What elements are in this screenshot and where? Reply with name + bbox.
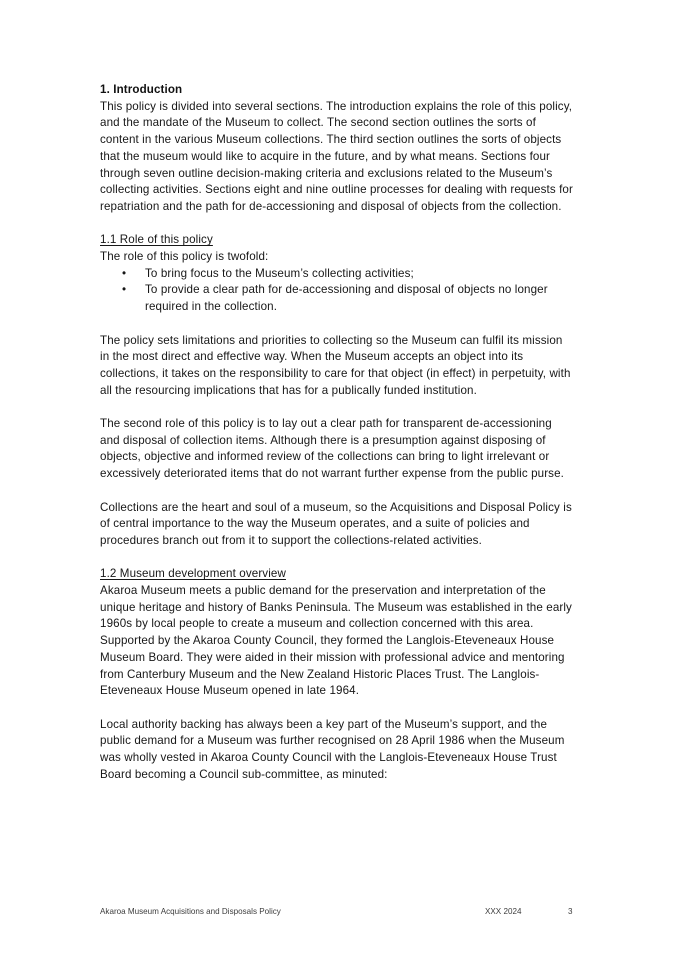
paragraph-spacer	[100, 700, 574, 717]
list-item	[100, 282, 574, 315]
paragraph-spacer	[100, 399, 574, 416]
subheading-role-of-this-policy-wrap	[100, 232, 574, 249]
paragraph-spacer	[100, 216, 574, 233]
footer-document-title: Akaroa Museum Acquisitions and Disposals Policy	[100, 907, 281, 916]
bullet-point-icon: •	[122, 283, 127, 297]
page-body	[100, 82, 574, 783]
subheading-museum-development-overview: 1.2 Museum development overview	[100, 567, 286, 581]
list-item-label: To bring focus to the Museum’s collecting activities;	[145, 266, 414, 280]
paragraph-local-authority-backing: Local authority backing has always been a key part of the Museum’s support, and the public demand for a Museum was further recognised on 28 April 1986 when the Museum was wholly vested in Akaroa County Council with the Langlois-Eteveneaux House Trust Board becoming a Council sub-committee, as minuted:	[100, 717, 565, 781]
paragraph-role-lead-in: The role of this policy is twofold:	[100, 250, 269, 264]
role-of-policy-bullet-list	[100, 266, 574, 316]
paragraph-introduction-overview: This policy is divided into several sections. The introduction explains the role of this policy, and the mandate of the Museum to collect. The second section outlines the sorts of content in the various Museum collections. The third section outlines the sorts of objects that the museum would like to acquire in the future, and by what means. Sections four through seven outline decision-making criteria and exclusions related to the Museum’s collecting activities. Sections eight and nine outline processes for dealing with requests for repatriation and the path for de-accessioning and disposal of objects from the collection.	[100, 99, 573, 213]
paragraph-spacer	[100, 550, 574, 567]
paragraph-policy-limitations: The policy sets limitations and priorities to collecting so the Museum can fulfil its mission in the most direct and effective way. When the Museum accepts an object into its collections, it takes on the responsibility to care for that object (in effect) in perpetuity, with all the resourcing implications that has for a publically funded institution.	[100, 333, 571, 397]
paragraph-spacer	[100, 483, 574, 500]
paragraph-museum-history: Akaroa Museum meets a public demand for the preservation and interpretation of the unique heritage and history of Banks Peninsula. The Museum was established in the early 1960s by local people to create a museum and collection concerned with this area. Supported by the Akaroa County Council, they formed the Langlois-Eteveneaux House Museum Board. They were aided in their mission with professional advice and mentoring from Canterbury Museum and the New Zealand Historic Places Trust. The Langlois-Eteveneaux House Museum opened in late 1964.	[100, 584, 572, 698]
bullet-point-icon: •	[122, 266, 127, 280]
page-footer	[100, 905, 574, 919]
section-heading-introduction: 1. Introduction	[100, 83, 183, 96]
paragraph-second-role-deaccessioning: The second role of this policy is to lay out a clear path for transparent de-accessioning and disposal of collection items. Although there is a presumption against disposing of objects, objective and informed review of the collections can bring to light irrelevant or excessively deteriorated items that do not warrant further expense from the public purse.	[100, 417, 564, 481]
paragraph-collections-heart-and-soul: Collections are the heart and soul of a museum, so the Acquisitions and Disposal Policy is of central importance to the way the Museum operates, and a suite of policies and procedures branch out from it to support the collections-related activities.	[100, 500, 572, 547]
list-item	[100, 266, 574, 283]
footer-date: XXX 2024	[485, 907, 522, 916]
subheading-museum-development-overview-wrap	[100, 566, 574, 583]
footer-page-number: 3	[568, 907, 573, 916]
subheading-role-of-this-policy: 1.1 Role of this policy	[100, 233, 213, 247]
list-item-label: To provide a clear path for de-accessioning and disposal of objects no longer required in the collection.	[145, 283, 548, 314]
paragraph-spacer	[100, 316, 574, 333]
